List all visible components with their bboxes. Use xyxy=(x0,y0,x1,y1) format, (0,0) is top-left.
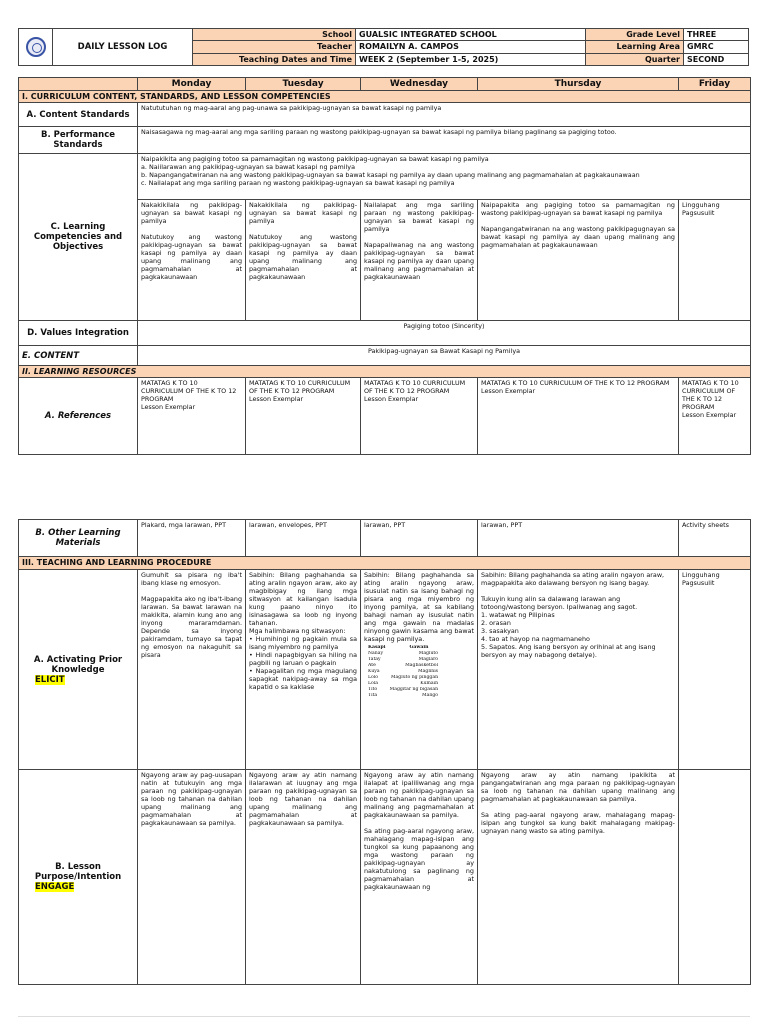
competency-c: c. Nailalapat ang mga sariling paraan ng wastong pakikipag-ugnayan sa bawat kasapi ng pamilya xyxy=(141,179,455,187)
elicit-tag: ELICIT xyxy=(35,674,65,685)
family-table-cell: Lolo xyxy=(368,675,379,680)
lesson-table-page-1 xyxy=(18,77,751,455)
day-thursday: Thursday xyxy=(478,78,679,91)
header-table xyxy=(18,28,749,66)
references-thursday xyxy=(478,378,679,455)
activating-label-text: A. Activating Prior Knowledge xyxy=(33,654,123,675)
references-tuesday xyxy=(246,378,361,455)
references-wednesday-1: MATATAG K TO 10 CURRICULUM OF THE K TO 12 PROGRAM xyxy=(364,379,466,395)
activating-thursday-3: 1. watawat ng Pilipinas xyxy=(481,611,555,619)
performance-standards-text: Naisasagawa ng mag-aaral ang mga sariling paraan ng wastong pakikipag-ugnayan sa bawat kasapi ng pamilya bilang paglinang sa pagiging totoo. xyxy=(138,127,751,154)
lesson-purpose-label xyxy=(19,770,138,985)
family-table-cell: Tatay xyxy=(368,657,381,662)
competencies-text xyxy=(138,154,751,200)
purpose-tuesday: Ngayong araw ay atin namang ilalarawan at iuugnay ang mga paraan ng pakikipag-ugnayan sa loob ng tahanan na dahilan upang malinang ang pagmamahalan at pagkakaunawaan sa pamilya. xyxy=(246,770,361,985)
references-tuesday-1: MATATAG K TO 10 CURRICULUM OF THE K TO 12 PROGRAM xyxy=(249,379,351,395)
activating-tuesday-3: • Humihingi ng pagkain mula sa isang miyembro ng pamilya xyxy=(249,635,357,651)
purpose-thursday-1: Ngayong araw ay atin namang ipakikita at pangangatwiranan ang mga paraan ng pakikipag-ugnayan sa loob ng tahanan na dahilan upang malinang ang pagmamahalan at pagkakaunawaan sa pamilya. xyxy=(481,771,675,803)
purpose-thursday xyxy=(478,770,679,985)
references-friday-2: Lesson Exemplar xyxy=(682,411,737,419)
purpose-friday xyxy=(679,770,751,985)
references-thursday-1: MATATAG K TO 10 CURRICULUM OF THE K TO 12 PROGRAM xyxy=(481,379,670,387)
values-integration-label: D. Values Integration xyxy=(19,321,138,346)
content-standards-text: Natututuhan ng mag-aaral ang pag-unawa sa pakikipag-ugnayan sa bawat kasapi ng pamilya xyxy=(138,103,751,127)
school-label: School xyxy=(193,29,356,41)
section-2-title: II. LEARNING RESOURCES xyxy=(19,366,751,378)
activating-thursday-7: 5. Sapatos. Ang isang bersyon ay orihinal at ang isang bersyon ay may nabagong detalye). xyxy=(481,643,656,659)
day-monday: Monday xyxy=(138,78,246,91)
references-label: A. References xyxy=(19,378,138,455)
references-monday-1: MATATAG K TO 10 CURRICULUM OF THE K TO 12 PROGRAM xyxy=(141,379,237,403)
values-integration-text: Pagiging totoo (Sincerity) xyxy=(138,321,751,346)
quarter-value: SECOND xyxy=(684,53,749,65)
references-monday-2: Lesson Exemplar xyxy=(141,403,196,411)
objective-monday-a: Nakakikilala ng pakikipag-ugnayan sa bawat kasapi ng pamilya xyxy=(141,201,242,225)
activating-thursday xyxy=(478,570,679,770)
activating-thursday-1: Sabihin: Bilang paghahanda sa ating aralin ngayon araw, magpapakita ako dalawang bersyon ng isang bagay. xyxy=(481,571,665,587)
area-value: GMRC xyxy=(684,41,749,53)
other-materials-wednesday: larawan, PPT xyxy=(361,520,478,557)
references-friday-1: MATATAG K TO 10 CURRICULUM OF THE K TO 12 PROGRAM xyxy=(682,379,739,411)
dates-value: WEEK 2 (September 1-5, 2025) xyxy=(356,53,586,65)
activating-tuesday-1: Sabihin: Bilang paghahanda sa ating aralin ngayon araw, ako ay magbibigay ng ilang mga sitwasyon at kailangan isadula kung paano ninyo ito isinasagawa sa loob ng inyong tahanan. xyxy=(249,571,357,627)
activating-friday: Lingguhang Pagsusulit xyxy=(679,570,751,770)
references-thursday-2: Lesson Exemplar xyxy=(481,387,536,395)
family-table-cell: Magluto xyxy=(418,651,439,656)
family-table-cell: Kuya xyxy=(368,669,380,674)
other-materials-tuesday: larawan, envelopes, PPT xyxy=(246,520,361,557)
purpose-thursday-2: Sa ating pag-aaral ngayong araw, mahalagang mapag-isipan ang tungkol sa kung bakit mahalagang makipag-ugnayan nang wasto sa ating pamilya. xyxy=(481,811,675,835)
objective-friday: Lingguhang Pagsusulit xyxy=(679,200,751,321)
family-activity-table xyxy=(366,645,440,699)
objective-wednesday xyxy=(361,200,478,321)
other-materials-label: B. Other Learning Materials xyxy=(19,520,138,557)
activating-monday xyxy=(138,570,246,770)
teacher-label: Teacher xyxy=(193,41,356,53)
activating-tuesday-5: • Napagalitan ng mga magulang sapagkat nakipag-away sa mga kapatid o sa kaklase xyxy=(249,667,357,691)
day-wednesday: Wednesday xyxy=(361,78,478,91)
content-text: Pakikipag-ugnayan sa Bawat Kasapi ng Pamilya xyxy=(138,346,751,366)
references-wednesday-2: Lesson Exemplar xyxy=(364,395,419,403)
family-table-cell: Maligo xyxy=(421,693,439,698)
family-table-cell: Nanay xyxy=(368,651,384,656)
lesson-table-page-2 xyxy=(18,519,751,985)
family-table-cell: Magbasketbol xyxy=(405,663,439,668)
family-table-cell: Ate xyxy=(368,663,376,668)
day-tuesday: Tuesday xyxy=(246,78,361,91)
family-table-cell: Lola xyxy=(368,681,379,686)
other-materials-monday: Plakard, mga larawan, PPT xyxy=(138,520,246,557)
objective-thursday xyxy=(478,200,679,321)
family-table-cell: Maglaro xyxy=(418,657,439,662)
activating-tuesday-2: Mga halimbawa ng sitwasyon: xyxy=(249,627,346,635)
activating-monday-1: Gumuhit sa pisara ng iba't ibang klase ng emosyon. xyxy=(141,571,242,587)
competencies-label: C. Learning Competencies and Objectives xyxy=(19,154,138,321)
activating-thursday-6: 4. tao at hayop na nagmamaneho xyxy=(481,635,590,643)
activating-thursday-2: Tukuyin kung alin sa dalawang larawan ang totoong/wastong bersyon. Ipaliwanag ang sagot. xyxy=(481,595,638,611)
quarter-label: Quarter xyxy=(586,53,684,65)
doc-title: DAILY LESSON LOG xyxy=(53,29,193,66)
activating-thursday-5: 3. sasakyan xyxy=(481,627,519,635)
seal-icon xyxy=(26,37,46,57)
other-materials-friday: Activity sheets xyxy=(679,520,751,557)
area-label: Learning Area xyxy=(586,41,684,53)
activating-thursday-4: 2. orasan xyxy=(481,619,511,627)
teacher-value: ROMAILYN A. CAMPOS xyxy=(356,41,586,53)
purpose-wednesday-1: Ngayong araw ay atin namang ilalapat at ipaliliwanag ang mga paraan ng pakikipag-ugnayan sa loob ng tahanan na dahilan upang malinang ang pagmamahalan at pagkakaunawaan sa pamilya. xyxy=(364,771,474,819)
objective-tuesday-a: Nakakikilala ng pakikipag-ugnayan sa bawat kasapi ng pamilya xyxy=(249,201,357,225)
activating-monday-2: Magpapakita ako ng iba't-ibang larawan. Sa bawat larawan na makikita, alamin kung ano ang inyong mararamdaman. Depende sa inyong pakiramdam, tumayo sa tapat ng emosyon na nakaguhit sa pisara xyxy=(141,595,243,659)
purpose-wednesday xyxy=(361,770,478,985)
family-table-cell: Tita xyxy=(368,693,378,698)
family-table-header-gawain: Gawain xyxy=(409,645,429,650)
references-friday xyxy=(679,378,751,455)
engage-tag: ENGAGE xyxy=(35,882,75,892)
page-bottom-divider xyxy=(18,1016,750,1017)
family-table-cell: Tito xyxy=(368,687,378,692)
purpose-wednesday-2: Sa ating pag-aaral ngayong araw, mahalagang mapag-isipan ang tungkol sa kung papaanong ang mga wastong paraan ng pakikipag-ugnayan ay nakatutulong sa paglinang ng pagmamahalan at pagkakaunawaan ng xyxy=(364,827,474,891)
deped-seal-logo xyxy=(19,29,53,66)
activating-wednesday xyxy=(361,570,478,770)
school-value: GUALSIC INTEGRATED SCHOOL xyxy=(356,29,586,41)
objective-monday xyxy=(138,200,246,321)
objective-monday-b: Natutukoy ang wastong pakikipag-ugnayan sa bawat kasapi ng pamilya ay daan upang malinang ang pagmamahalan at pagkakaunawaan xyxy=(141,233,242,281)
content-label: E. CONTENT xyxy=(19,346,138,366)
day-friday: Friday xyxy=(679,78,751,91)
objective-thursday-b: Napangangatwiranan na ang wastong pakikipagugnayan sa bawat kasapi ng pamilya ay daan upang malinang ang pagmamahalan at pagkakaunawaan xyxy=(481,225,675,249)
references-monday xyxy=(138,378,246,455)
family-table-cell: Magluto ng pinggan xyxy=(390,675,439,680)
dates-label: Teaching Dates and Time xyxy=(193,53,356,65)
performance-standards-label: B. Performance Standards xyxy=(19,127,138,154)
content-standards-label: A. Content Standards xyxy=(19,103,138,127)
family-table-header-kasapi: Kasapi xyxy=(368,645,386,650)
competency-b: b. Napangangatwiranan na ang wastong pakikipag-ugnayan sa bawat kasapi ng pamilya ay daan upang malinang ang pagmamahalan at pagkakaunawaan xyxy=(141,171,640,179)
family-table-cell: Maglinis xyxy=(417,669,439,674)
objective-wednesday-a: Nailalapat ang mga sariling paraan ng wastong pakikipag-ugnayan sa bawat kasapi ng pamilya xyxy=(364,201,474,233)
section-1-title: I. CURRICULUM CONTENT, STANDARDS, AND LESSON COMPETENCIES xyxy=(19,91,751,103)
references-tuesday-2: Lesson Exemplar xyxy=(249,395,304,403)
grade-value: THREE xyxy=(684,29,749,41)
activating-tuesday xyxy=(246,570,361,770)
competency-main: Naipakikita ang pagiging totoo sa pamamagitan ng wastong pakikipag-ugnayan sa bawat kasapi ng pamilya xyxy=(141,155,489,163)
objective-thursday-a: Naipapakita ang pagiging totoo sa pamamagitan ng wastong pakikipag-ugnayan sa bawat kasapi ng pamilya xyxy=(481,201,675,217)
objective-tuesday-b: Natutukoy ang wastong pakikipag-ugnayan sa bawat kasapi ng pamilya ay daan upang malinang ang pagmamahalan at pagkakaunawaan xyxy=(249,233,357,281)
family-table-cell: Maggitar ng bigasan xyxy=(389,687,439,692)
activating-tuesday-4: • Hindi napagbigyan sa hiling na pagbili ng laruan o pagkain xyxy=(249,651,357,667)
other-materials-thursday: larawan, PPT xyxy=(478,520,679,557)
lesson-purpose-label-text: B. Lesson Purpose/Intention xyxy=(34,862,122,882)
family-table-cell: Kumain xyxy=(420,681,439,686)
activating-label xyxy=(19,570,138,770)
competency-a: a. Naiilarawan ang pakikipag-ugnayan sa bawat kasapi ng pamilya xyxy=(141,163,355,171)
activating-wednesday-1: Sabihin: Bilang paghahanda sa ating aralin ngayong araw, isusulat natin sa isang bahagi ng pisara ang mga miyembro ng inyong pamilya, at sa kabilang bahagi naman ay isusulat natin ang mga gawain na madalas ninyong gawin kasama ang bawat kasapi ng pamilya. xyxy=(364,571,474,643)
objective-wednesday-b: Napapaliwanag na ang wastong pakikipag-ugnayan sa bawat kasapi ng pamilya ay daan upang malinang ang pagmamahalan at pagkakaunawaan xyxy=(364,241,474,281)
corner-cell xyxy=(19,78,138,91)
objective-tuesday xyxy=(246,200,361,321)
section-3-title: III. TEACHING AND LEARNING PROCEDURE xyxy=(19,557,751,570)
purpose-monday: Ngayong araw ay pag-uusapan natin at tutukuyin ang mga paraan ng pakikipag-ugnayan sa loob ng tahanan na dahilan upang malinang ang pagmamahalan at pagkakaunawaan sa pamilya. xyxy=(138,770,246,985)
references-wednesday xyxy=(361,378,478,455)
grade-label: Grade Level xyxy=(586,29,684,41)
